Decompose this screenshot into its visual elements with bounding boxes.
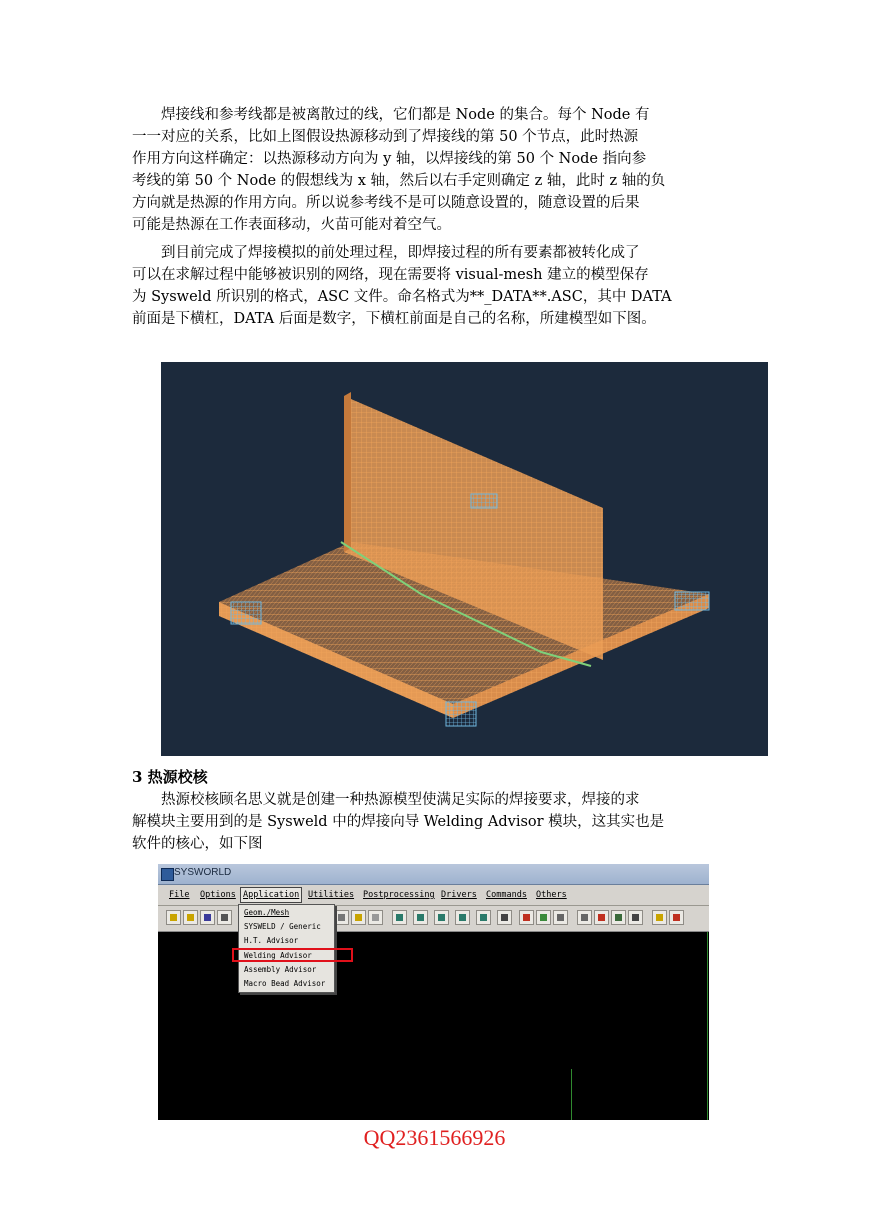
menu-item-ht-advisor[interactable]: H.T. Advisor	[244, 936, 299, 945]
menu-postprocessing[interactable]: Postprocessing	[363, 890, 435, 900]
clamp	[675, 592, 709, 610]
menu-file[interactable]: File	[169, 890, 190, 900]
paragraph-line: 一一对应的关系，比如上图假设热源移动到了焊接线的第 50 个节点，此时热源	[132, 129, 639, 145]
paragraph-line: 软件的核心，如下图	[132, 836, 263, 852]
menu-options[interactable]: Options	[200, 890, 236, 900]
qq-watermark: QQ2361566926	[363, 1125, 506, 1150]
viewport-border	[707, 932, 708, 1120]
hierarchy-icon[interactable]	[594, 910, 609, 925]
transform-icon[interactable]	[334, 910, 349, 925]
paragraph-heat-source	[132, 789, 738, 855]
paragraph-line: 可能是热源在工作表面移动，火苗可能对着空气。	[132, 217, 451, 233]
menu-commands[interactable]: Commands	[486, 890, 527, 900]
view-left-icon[interactable]	[476, 910, 491, 925]
graph-icon[interactable]	[577, 910, 592, 925]
view-top-icon[interactable]	[434, 910, 449, 925]
mesh-model-figure	[161, 362, 768, 756]
view-iso-icon[interactable]	[497, 910, 512, 925]
paragraph-line: 热源校核顾名思义就是创建一种热源模型使满足实际的焊接要求，焊接的求	[161, 792, 640, 808]
window-title: SYSWORLD	[174, 867, 232, 878]
eraser-icon[interactable]	[368, 910, 383, 925]
menu-application[interactable]: Application	[240, 887, 302, 903]
paragraph-weld-reference-lines	[132, 104, 738, 236]
view-front-icon[interactable]	[392, 910, 407, 925]
paragraph-line: 前面是下横杠，DATA 后面是数字，下横杠前面是自己的名称，所建模型如下图。	[132, 311, 656, 327]
help-icon[interactable]	[652, 910, 667, 925]
paragraph-line: 焊接线和参考线都是被离散过的线，它们都是 Node 的集合。每个 Node 有	[161, 107, 650, 123]
ascii-icon[interactable]	[628, 910, 643, 925]
app-icon	[161, 868, 174, 881]
open-folder-icon[interactable]	[183, 910, 198, 925]
paragraph-preprocessing	[132, 242, 738, 330]
paragraph-line: 可以在求解过程中能够被识别的网络，现在需要将 visual-mesh 建立的模型保存	[132, 267, 649, 283]
palette-icon[interactable]	[519, 910, 534, 925]
clamp	[231, 602, 261, 624]
clamp	[471, 494, 497, 508]
paragraph-line: 解模块主要用到的是 Sysweld 中的焊接向导 Welding Advisor 模块，这其实也是	[132, 814, 665, 830]
view-back-icon[interactable]	[413, 910, 428, 925]
zoom-icon[interactable]	[351, 910, 366, 925]
welding-advisor-highlight	[232, 948, 353, 962]
window-titlebar[interactable]	[158, 864, 709, 885]
menu-item-welding-advisor[interactable]: Welding Advisor	[244, 951, 312, 960]
viewport-line	[571, 1069, 572, 1120]
paragraph-line: 到目前完成了焊接模拟的前处理过程，即焊接过程的所有要素都被转化成了	[161, 245, 640, 261]
menu-item-sysweld-generic[interactable]: SYSWELD / Generic	[244, 922, 321, 931]
paragraph-line: 方向就是热源的作用方向。所以说参考线不是可以随意设置的，随意设置的后果	[132, 195, 640, 211]
color-icon[interactable]	[536, 910, 551, 925]
paragraph-line: 为 Sysweld 所识别的格式，ASC 文件。命名格式为**_DATA**.ASC，其中 DATA	[132, 289, 672, 305]
menu-utilities[interactable]: Utilities	[308, 890, 355, 900]
menu-bar	[158, 885, 709, 906]
mesh-model-image	[161, 362, 768, 756]
menu-others[interactable]: Others	[536, 890, 567, 900]
sysworld-screenshot	[158, 864, 709, 1120]
paragraph-line: 作用方向这样确定：以热源移动方向为 y 轴，以焊接线的第 50 个 Node 指向参	[132, 151, 647, 167]
curve-icon[interactable]	[553, 910, 568, 925]
menu-item-geom-mesh[interactable]: Geom./Mesh	[244, 908, 290, 917]
clamp	[446, 702, 476, 726]
menu-item-assembly-advisor[interactable]: Assembly Advisor	[244, 965, 317, 974]
save-icon[interactable]	[200, 910, 215, 925]
menu-drivers[interactable]: Drivers	[441, 890, 477, 900]
table-icon[interactable]	[611, 910, 626, 925]
menu-item-macro-bead-advisor[interactable]: Macro Bead Advisor	[244, 979, 326, 988]
view-bottom-icon[interactable]	[455, 910, 470, 925]
print-icon[interactable]	[217, 910, 232, 925]
section-heading: 3 热源校核	[132, 768, 208, 786]
paragraph-line: 考线的第 50 个 Node 的假想线为 x 轴，然后以右手定则确定 z 轴，此时 z 轴的负	[132, 173, 666, 189]
open-icon[interactable]	[166, 910, 181, 925]
chart-icon[interactable]	[669, 910, 684, 925]
